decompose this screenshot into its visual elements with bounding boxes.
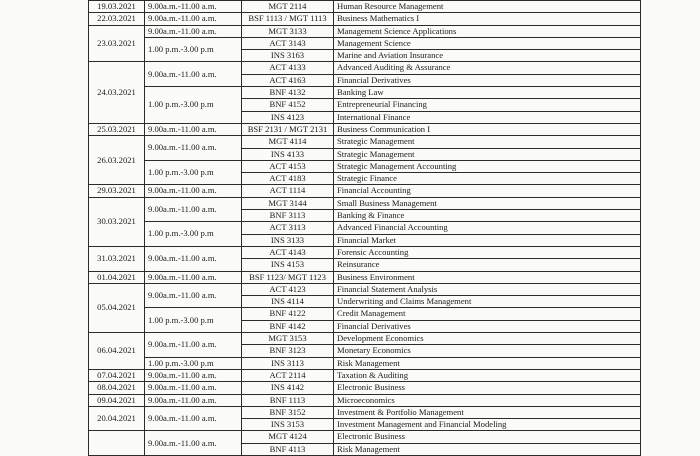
exam-time: 1.00 p.m.-3.00 p.m [145,222,242,247]
course-subject: Advanced Auditing & Assurance [334,62,641,74]
course-subject: Management Science [334,37,641,49]
course-subject: Electronic Business [334,382,641,394]
course-subject: Advanced Financial Accounting [334,222,641,234]
exam-date: 22.03.2021 [89,13,145,25]
exam-time: 9.00a.m.-11.00 a.m. [145,333,242,358]
table-row [89,13,641,25]
course-subject: Financial Derivatives [334,320,641,332]
exam-time: 1.00 p.m.-3.00 p.m [145,308,242,333]
exam-date: 25.03.2021 [89,123,145,135]
exam-date: 08.04.2021 [89,382,145,394]
course-code: INS 4142 [242,382,334,394]
exam-date: 07.04.2021 [89,369,145,381]
course-subject: Investment & Portfolio Management [334,406,641,418]
course-code: INS 4153 [242,259,334,271]
exam-date: 31.03.2021 [89,246,145,271]
exam-time: 9.00a.m.-11.00 a.m. [145,394,242,406]
exam-date: 29.03.2021 [89,185,145,197]
exam-date: 23.03.2021 [89,25,145,62]
exam-date: 20.04.2021 [89,406,145,431]
exam-time: 9.00a.m.-11.00 a.m. [145,123,242,135]
course-subject: Microeconomics [334,394,641,406]
course-code: ACT 4183 [242,173,334,185]
table-row [89,222,641,234]
exam-date: 05.04.2021 [89,283,145,332]
exam-time: 9.00a.m.-11.00 a.m. [145,369,242,381]
course-code: ACT 4163 [242,74,334,86]
table-row [89,369,641,381]
exam-time: 9.00a.m.-11.00 a.m. [145,1,242,13]
exam-timetable [88,0,641,456]
course-code: BNF 4132 [242,87,334,99]
course-code: BNF 1113 [242,394,334,406]
course-code: INS 3153 [242,419,334,431]
table-row [89,333,641,345]
exam-time: 1.00 p.m.-3.00 p.m [145,37,242,62]
exam-time: 9.00a.m.-11.00 a.m. [145,25,242,37]
exam-date: 19.03.2021 [89,1,145,13]
course-code: INS 4133 [242,148,334,160]
exam-time: 9.00a.m.-11.00 a.m. [145,246,242,271]
course-code: BSF 1123/ MGT 1123 [242,271,334,283]
course-code: INS 4123 [242,111,334,123]
course-subject: Small Business Management [334,197,641,209]
course-subject: Entrepreneurial Financing [334,99,641,111]
course-subject: Marine and Aviation Insurance [334,50,641,62]
course-subject: Banking Law [334,87,641,99]
course-subject: Management Science Applications [334,25,641,37]
exam-time: 1.00 p.m.-3.00 p.m [145,160,242,185]
course-code: BNF 4142 [242,320,334,332]
exam-time: 9.00a.m.-11.00 a.m. [145,431,242,456]
course-code: MGT 3133 [242,25,334,37]
exam-time: 1.00 p.m.-3.00 p.m [145,357,242,369]
table-row [89,123,641,135]
course-code: MGT 4114 [242,136,334,148]
course-code: INS 3133 [242,234,334,246]
course-code: MGT 3153 [242,333,334,345]
course-subject: Monetary Economics [334,345,641,357]
exam-date: 26.03.2021 [89,136,145,185]
exam-time: 9.00a.m.-11.00 a.m. [145,283,242,308]
course-code: ACT 4143 [242,246,334,258]
course-subject: Forensic Accounting [334,246,641,258]
course-subject: Financial Market [334,234,641,246]
course-subject: Strategic Management [334,136,641,148]
course-code: ACT 1114 [242,185,334,197]
exam-time: 9.00a.m.-11.00 a.m. [145,62,242,87]
course-code: MGT 4124 [242,431,334,443]
table-row [89,382,641,394]
exam-time: 1.00 p.m.-3.00 p.m [145,87,242,124]
table-row [89,197,641,209]
table-row [89,283,641,295]
course-code: ACT 4153 [242,160,334,172]
exam-time: 9.00a.m.-11.00 a.m. [145,136,242,161]
exam-timetable-sheet [88,0,640,456]
table-row [89,394,641,406]
table-row [89,25,641,37]
course-subject: Business Environment [334,271,641,283]
course-subject: Financial Statement Analysis [334,283,641,295]
table-row [89,246,641,258]
course-code: BSF 2131 / MGT 2131 [242,123,334,135]
exam-date: 01.04.2021 [89,271,145,283]
course-subject: Strategic Management [334,148,641,160]
course-subject: Reinsurance [334,259,641,271]
exam-date: 24.03.2021 [89,62,145,123]
exam-time: 9.00a.m.-11.00 a.m. [145,382,242,394]
course-subject: Credit Management [334,308,641,320]
course-subject: Human Resource Management [334,1,641,13]
table-row [89,136,641,148]
table-row [89,357,641,369]
exam-time: 9.00a.m.-11.00 a.m. [145,13,242,25]
course-subject: Investment Management and Financial Modeling [334,419,641,431]
course-subject: Taxation & Auditing [334,369,641,381]
course-subject: Strategic Management Accounting [334,160,641,172]
table-row [89,406,641,418]
exam-date: 09.04.2021 [89,394,145,406]
table-row [89,87,641,99]
course-subject: Business Mathematics I [334,13,641,25]
table-row [89,37,641,49]
course-code: ACT 3143 [242,37,334,49]
exam-date: 30.03.2021 [89,197,145,246]
course-subject: International Finance [334,111,641,123]
course-code: ACT 4133 [242,62,334,74]
exam-date: 06.04.2021 [89,333,145,370]
course-subject: Development Economics [334,333,641,345]
course-code: BNF 3113 [242,210,334,222]
course-code: ACT 2114 [242,369,334,381]
table-row [89,160,641,172]
course-code: INS 4114 [242,296,334,308]
course-code: BNF 4122 [242,308,334,320]
course-code: BSF 1113 / MGT 1113 [242,13,334,25]
course-subject: Business Communication I [334,123,641,135]
course-subject: Financial Accounting [334,185,641,197]
course-code: MGT 3144 [242,197,334,209]
course-code: BNF 4113 [242,443,334,455]
course-subject: Banking & Finance [334,210,641,222]
exam-time: 9.00a.m.-11.00 a.m. [145,406,242,431]
course-code: BNF 3123 [242,345,334,357]
course-code: INS 3113 [242,357,334,369]
exam-time: 9.00a.m.-11.00 a.m. [145,185,242,197]
course-code: ACT 4123 [242,283,334,295]
course-code: ACT 3113 [242,222,334,234]
table-row [89,308,641,320]
course-subject: Electronic Business [334,431,641,443]
course-code: BNF 3152 [242,406,334,418]
table-row [89,271,641,283]
course-subject: Underwriting and Claims Management [334,296,641,308]
course-subject: Risk Management [334,357,641,369]
course-code: BNF 4152 [242,99,334,111]
exam-time: 9.00a.m.-11.00 a.m. [145,197,242,222]
table-row [89,1,641,13]
table-row [89,62,641,74]
exam-date [89,431,145,456]
course-subject: Strategic Finance [334,173,641,185]
course-subject: Financial Derivatives [334,74,641,86]
table-row [89,431,641,443]
course-code: INS 3163 [242,50,334,62]
exam-time: 9.00a.m.-11.00 a.m. [145,271,242,283]
course-subject: Risk Management [334,443,641,455]
table-row [89,185,641,197]
course-code: MGT 2114 [242,1,334,13]
